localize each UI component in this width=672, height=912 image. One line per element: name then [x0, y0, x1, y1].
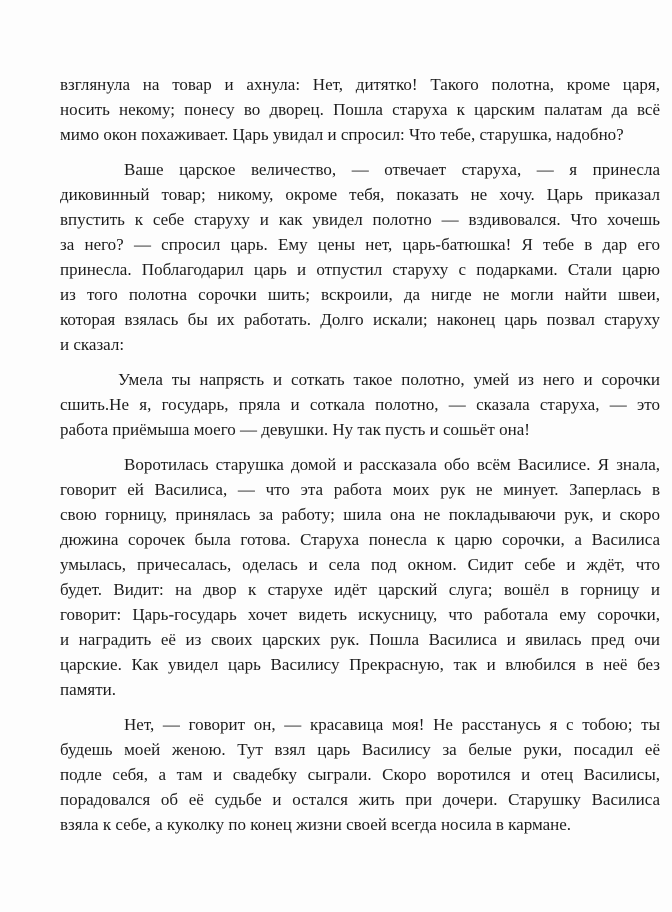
paragraph-spacer [60, 357, 660, 367]
text-line: принесла. Поблагодарил царь и отпустил старуху с подарками. Стали царю [60, 260, 660, 279]
text-line: и сказал: [60, 335, 125, 354]
text-line: Воротилась старушка домой и рассказала обо всём Василисе. Я знала, [124, 455, 660, 474]
text-line: носить некому; понесу во дворец. Пошла старуха к царским палатам да всё [60, 100, 660, 119]
text-line: диковинный товар; никому, окроме тебя, показать не хочу. Царь приказал [60, 185, 660, 204]
text-line: взяла к себе, а куколку по конец жизни своей всегда носила в кармане. [60, 815, 572, 834]
text-line: умылась, причесалась, оделась и села под окном. Сидит себе и ждёт, что [60, 555, 660, 574]
text-line: сшить.Не я, государь, пряла и соткала полотно, — сказала старуха, — это [60, 395, 660, 414]
paragraph-spacer [60, 442, 660, 452]
text-line: говорит ей Василиса, — что эта работа моих рук не минует. Заперлась в [60, 480, 660, 499]
text-line: за него? — спросил царь. Ему цены нет, царь-батюшка! Я тебе в дар его [60, 235, 660, 254]
text-line: свою горницу, принялась за работу; шила она не покладываючи рук, и скоро [60, 505, 660, 524]
text-line: памяти. [60, 680, 116, 699]
text-line: которая взялась бы их работать. Долго искали; наконец царь позвал старуху [60, 310, 660, 329]
text-line: Умела ты напрясть и соткать такое полотно, умей из него и сорочки [118, 370, 660, 389]
text-line: будет. Видит: на двор к старухе идёт царский слуга; вошёл в горницу и [60, 580, 660, 599]
paragraph-4 [60, 452, 660, 702]
paragraph-1 [60, 72, 660, 147]
text-line: из того полотна сорочки шить; вскроили, да нигде не могли найти швеи, [60, 285, 660, 304]
text-line: Ваше царское величество, — отвечает старуха, — я принесла [124, 160, 660, 179]
text-line: Нет, — говорит он, — красавица моя! Не расстанусь я с тобою; ты [124, 715, 660, 734]
paragraph-spacer [60, 147, 660, 157]
text-line: дюжина сорочек была готова. Старуха понесла к царю сорочки, а Василиса [60, 530, 660, 549]
paragraph-3 [60, 367, 660, 442]
text-line: будешь моей женою. Тут взял царь Василису за белые руки, посадил её [60, 740, 660, 759]
text-line: говорит: Царь-государь хочет видеть искусницу, что работала ему сорочки, [60, 605, 660, 624]
text-line: мимо окон похаживает. Царь увидал и спросил: Что тебе, старушка, надобно? [60, 125, 624, 144]
text-line: работа приёмыша моего — девушки. Ну так пусть и сошьёт она! [60, 420, 530, 439]
text-line: подле себя, а там и свадебку сыграли. Скоро воротился и отец Василисы, [60, 765, 660, 784]
paragraph-5 [60, 712, 660, 837]
text-line: царские. Как увидел царь Василису Прекрасную, так и влюбился в неё без [60, 655, 660, 674]
text-line: взглянула на товар и ахнула: Нет, дитятко! Такого полотна, кроме царя, [60, 75, 660, 94]
body-text [60, 72, 660, 837]
paragraph-2 [60, 157, 660, 357]
paragraph-spacer [60, 702, 660, 712]
text-line: и наградить её из своих царских рук. Пошла Василиса и явилась пред очи [60, 630, 660, 649]
text-line: порадовался об её судьбе и остался жить при дочери. Старушку Василиса [60, 790, 660, 809]
text-line: впустить к себе старуху и как увидел полотно — вздивовался. Что хочешь [60, 210, 660, 229]
